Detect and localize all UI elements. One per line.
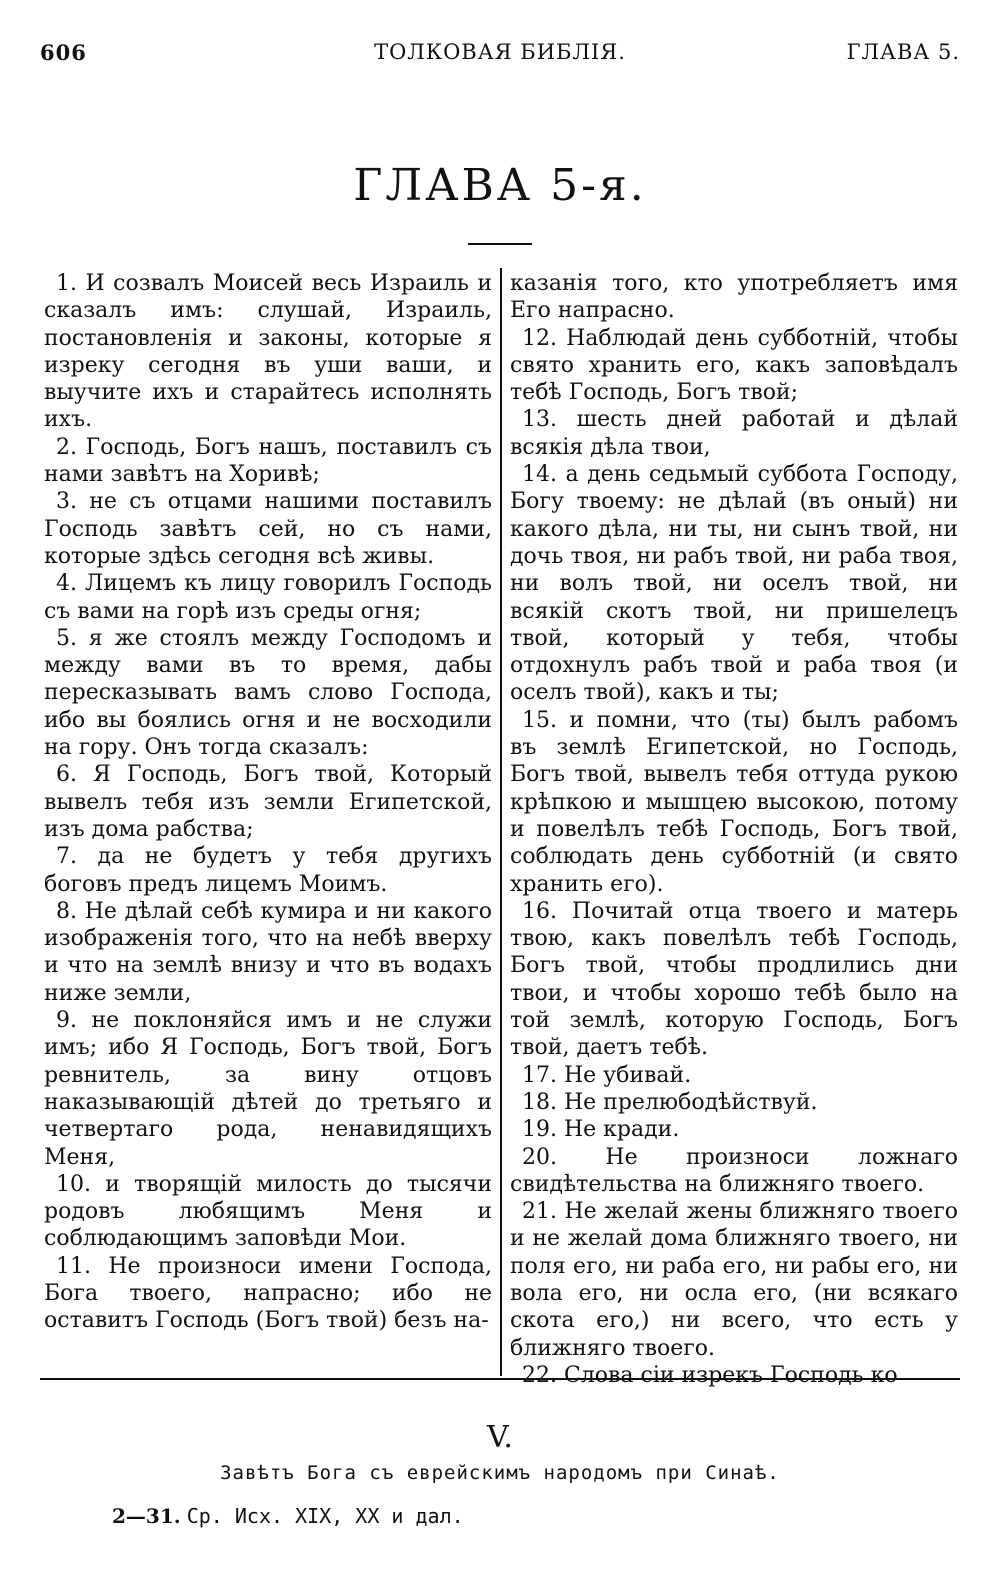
running-header	[40, 40, 960, 70]
verse: 9. не поклоняйся имъ и не служи имъ; ибо Я Господь, Богъ твой, Богъ ревнитель, за вину отцовъ наказывающій дѣтей до третьяго и четвертаго рода, ненавидящихъ Меня,	[44, 1008, 492, 1170]
verse: 3. не съ отцами нашими поставилъ Господь завѣтъ сей, но съ нами, которые здѣсь сегодня всѣ живы.	[44, 489, 492, 569]
verse: 14. а день седьмый суббота Господу, Богу твоему: не дѣлай (въ оный) ни какого дѣла, ни ты, ни сынъ твой, ни дочь твоя, ни рабъ твой, ни раба твоя, ни волъ твой, ни оселъ твой, ни всякій скотъ твой, ни пришелецъ твой, который у тебя, чтобы отдохнулъ рабъ твой и раба твоя (и оселъ твой), какъ и ты;	[510, 462, 958, 706]
verse: 21. Не желай жены ближняго твоего и не желай дома ближняго твоего, ни поля его, ни раба его, ни рабы его, ни вола его, ни осла его, (ни всякаго скота его,) ни всего, что есть у ближняго твоего.	[510, 1199, 958, 1361]
title-rule	[468, 243, 532, 245]
verse: 16. Почитай отца твоего и матерь твою, какъ повелѣлъ тебѣ Господь, Богъ твой, чтобы продлились дни твои, и чтобы хорошо тебѣ было на той землѣ, которую Господь, Богъ твой, даетъ тебѣ.	[510, 898, 958, 1061]
verse: 10. и творящій милость до тысячи родовъ любящимъ Меня и соблюдающимъ заповѣди Мои.	[44, 1171, 492, 1252]
verse: 11. Не произноси имени Господа, Бога твоего, напрасно; ибо не оставитъ Господь (Богъ твой) безъ на-	[44, 1253, 492, 1334]
book-title: ТОЛКОВАЯ БИБЛІЯ.	[374, 40, 626, 64]
verse-continuation: казанія того, кто употребляетъ имя Его напрасно.	[510, 271, 958, 324]
verse: 6. Я Господь, Богъ твой, Который вывелъ тебя изъ земли Египетской, изъ дома рабства;	[44, 762, 492, 842]
reference-verses: 2—31.	[112, 1504, 181, 1528]
verse: 20. Не произноси ложнаго свидѣтельства на ближняго твоего.	[510, 1144, 958, 1197]
left-column	[44, 270, 492, 1335]
verse: 19. Не кради.	[522, 1117, 680, 1143]
header-chapter: ГЛАВА 5.	[846, 40, 960, 64]
page-number: 606	[40, 40, 87, 65]
section-title: Завѣтъ Бога съ еврейскимъ народомъ при Синаѣ.	[220, 1462, 780, 1484]
section-reference	[112, 1504, 464, 1528]
verse: 12. Наблюдай день субботній, чтобы свято хранить его, какъ заповѣдалъ тебѣ Господь, Богъ твой;	[510, 325, 958, 406]
verse: 17. Не убивай.	[522, 1062, 692, 1088]
bottom-rule	[40, 1378, 960, 1380]
verse: 7. да не будетъ у тебя другихъ боговъ предъ лицемъ Моимъ.	[44, 844, 492, 897]
verse: 18. Не прелюбодѣйствуй.	[522, 1089, 818, 1115]
verse: 2. Господь, Богъ нашъ, поставилъ съ нами завѣтъ на Хоривѣ;	[44, 434, 492, 488]
right-column	[510, 270, 958, 1389]
column-divider	[500, 268, 502, 1376]
verse: 1. И созвалъ Моисей весь Израиль и сказалъ имъ: слушай, Израиль, постановленія и законы, которые я изреку сегодня въ уши ваши, и выучите ихъ и старайтесь исполнять ихъ.	[44, 271, 492, 433]
reference-text: Ср. Исх. XIX, XX и дал.	[186, 1504, 464, 1528]
verse: 22. Слова сіи изрекъ Господь ко	[522, 1362, 898, 1388]
verse: 13. шесть дней работай и дѣлай всякія дѣла твои,	[510, 407, 958, 460]
verse: 5. я же стоялъ между Господомъ и между вами въ то время, дабы пересказывать вамъ слово Господа, ибо вы боялись огня и не восходили на гору. Онъ тогда сказалъ:	[44, 625, 492, 761]
chapter-title: ГЛАВА 5-я.	[353, 160, 647, 211]
section-number: V.	[487, 1420, 513, 1455]
verse: 4. Лицемъ къ лицу говорилъ Господь съ вами на горѣ изъ среды огня;	[44, 571, 492, 624]
verse: 8. Не дѣлай себѣ кумира и ни какого изображенія того, что на небѣ вверху и что на землѣ внизу и что въ водахъ ниже земли,	[44, 898, 492, 1006]
verse: 15. и помни, что (ты) былъ рабомъ въ землѣ Египетской, но Господь, Богъ твой, вывелъ тебя оттуда рукою крѣпкою и мышцею высокою, потому и повелѣлъ тебѣ Господь, Богъ твой, соблюдать день субботній (и свято хранить его).	[510, 707, 958, 897]
